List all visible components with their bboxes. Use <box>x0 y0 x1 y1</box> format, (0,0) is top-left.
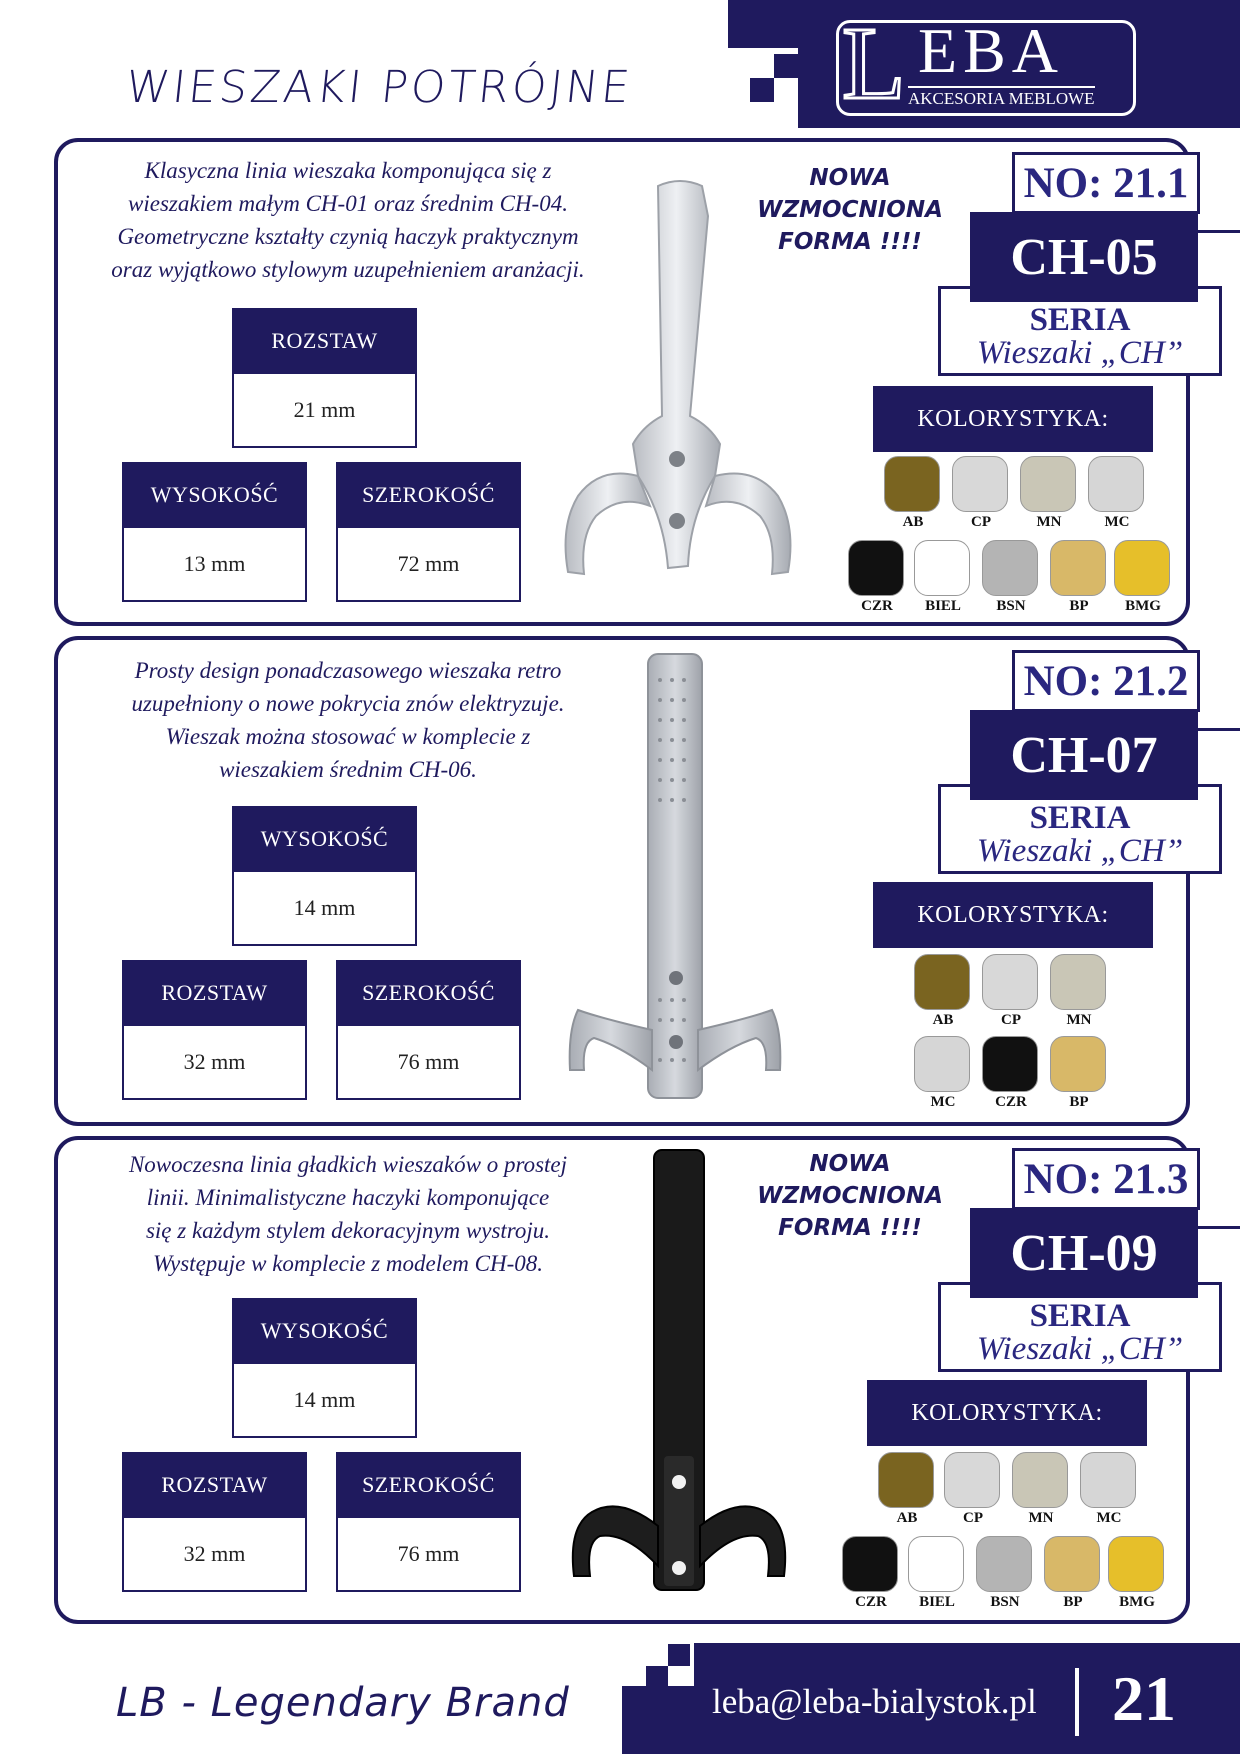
color-swatch-biel: BIEL <box>914 540 972 615</box>
hook-ch-07-image <box>560 650 800 1110</box>
color-swatch-bp: BP <box>1050 540 1108 615</box>
spec-wysokosc: WYSOKOŚĆ 14 mm <box>232 1298 417 1438</box>
color-swatch-bsn: BSN <box>982 540 1040 615</box>
color-swatch-cp: CP <box>982 954 1040 1029</box>
footer-email-link[interactable]: leba@leba-bialystok.pl <box>712 1682 1037 1721</box>
color-swatch-cp: CP <box>944 1452 1002 1527</box>
spec-rozstaw: ROZSTAW 21 mm <box>232 308 417 448</box>
logo-text: EBA <box>918 15 1064 86</box>
seria-box: SERIA Wieszaki „CH” <box>938 286 1222 376</box>
spec-wysokosc: WYSOKOŚĆ 14 mm <box>232 806 417 946</box>
product-description: Klasyczna linia wieszaka komponująca się z wieszakiem małym CH-01 oraz średnim CH-04. Geometryczne kształty czynią haczyk praktycznym oraz wyjątkowo stylowym uzupełnieniem aranżacji. <box>111 158 585 282</box>
seria-box: SERIA Wieszaki „CH” <box>938 1282 1222 1372</box>
color-swatch-bmg: BMG <box>1114 540 1172 615</box>
product-number: NO: 21.2 <box>1012 650 1200 712</box>
color-swatch-ab: AB <box>884 456 942 531</box>
kolorystyka-header: KOLORYSTYKA: <box>873 882 1153 948</box>
color-swatch-czr: CZR <box>842 1536 900 1611</box>
product-code: CH-07 <box>970 710 1198 800</box>
decor-square <box>774 54 798 78</box>
logo-subtitle: AKCESORIA MEBLOWE <box>908 86 1095 109</box>
product-number: NO: 21.3 <box>1012 1148 1200 1210</box>
color-swatch-czr: CZR <box>848 540 906 615</box>
header-bar-notch <box>728 0 798 48</box>
color-swatch-mc: MC <box>914 1036 972 1111</box>
product-code: CH-09 <box>970 1208 1198 1298</box>
seria-box: SERIA Wieszaki „CH” <box>938 784 1222 874</box>
footer-bar-tail <box>622 1686 694 1754</box>
decor-square <box>750 78 774 102</box>
product-description: Nowoczesna linia gładkich wieszaków o prostej linii. Minimalistyczne haczyki komponujące się z każdym stylem dekoracyjnym wystroju. Występuje w komplecie z modelem CH-08. <box>128 1152 568 1276</box>
spec-szerokosc: SZEROKOŚĆ 76 mm <box>336 1452 521 1592</box>
decor-square <box>668 1644 690 1666</box>
page-title: WIESZAKI POTRÓJNE <box>123 62 635 113</box>
product-number: NO: 21.1 <box>1012 152 1200 214</box>
spec-wysokosc: WYSOKOŚĆ 13 mm <box>122 462 307 602</box>
spec-szerokosc: SZEROKOŚĆ 76 mm <box>336 960 521 1100</box>
page-number: 21 <box>1112 1663 1176 1734</box>
decor-square <box>646 1666 668 1688</box>
footer-separator <box>1075 1668 1079 1736</box>
color-swatch-ab: AB <box>914 954 972 1029</box>
color-swatch-mn: MN <box>1050 954 1108 1029</box>
color-swatch-mn: MN <box>1012 1452 1070 1527</box>
kolorystyka-header: KOLORYSTYKA: <box>873 386 1153 452</box>
spec-rozstaw: ROZSTAW 32 mm <box>122 1452 307 1592</box>
color-swatch-mc: MC <box>1080 1452 1138 1527</box>
color-swatch-bp: BP <box>1044 1536 1102 1611</box>
spec-rozstaw: ROZSTAW 32 mm <box>122 960 307 1100</box>
new-form-badge: NOWA WZMOCNIONA FORMA !!!! <box>757 1151 943 1241</box>
color-swatch-mc: MC <box>1088 456 1146 531</box>
product-description: Prosty design ponadczasowego wieszaka retro uzupełniony o nowe pokrycia znów elektryzuje. Wieszak można stosować w komplecie z wieszakiem średnim CH-06. <box>131 658 565 782</box>
color-swatch-bp: BP <box>1050 1036 1108 1111</box>
new-form-badge: NOWA WZMOCNIONA FORMA !!!! <box>757 165 943 255</box>
color-swatch-bsn: BSN <box>976 1536 1034 1611</box>
spec-szerokosc: SZEROKOŚĆ 72 mm <box>336 462 521 602</box>
kolorystyka-header: KOLORYSTYKA: <box>867 1380 1147 1446</box>
color-swatch-ab: AB <box>878 1452 936 1527</box>
color-swatch-biel: BIEL <box>908 1536 966 1611</box>
logo-letter-l: L <box>842 6 906 121</box>
color-swatch-czr: CZR <box>982 1036 1040 1111</box>
color-swatch-bmg: BMG <box>1108 1536 1166 1611</box>
product-code: CH-05 <box>970 212 1198 302</box>
color-swatch-mn: MN <box>1020 456 1078 531</box>
footer-brand: LB - Legendary Brand <box>116 1680 570 1726</box>
color-swatch-cp: CP <box>952 456 1010 531</box>
